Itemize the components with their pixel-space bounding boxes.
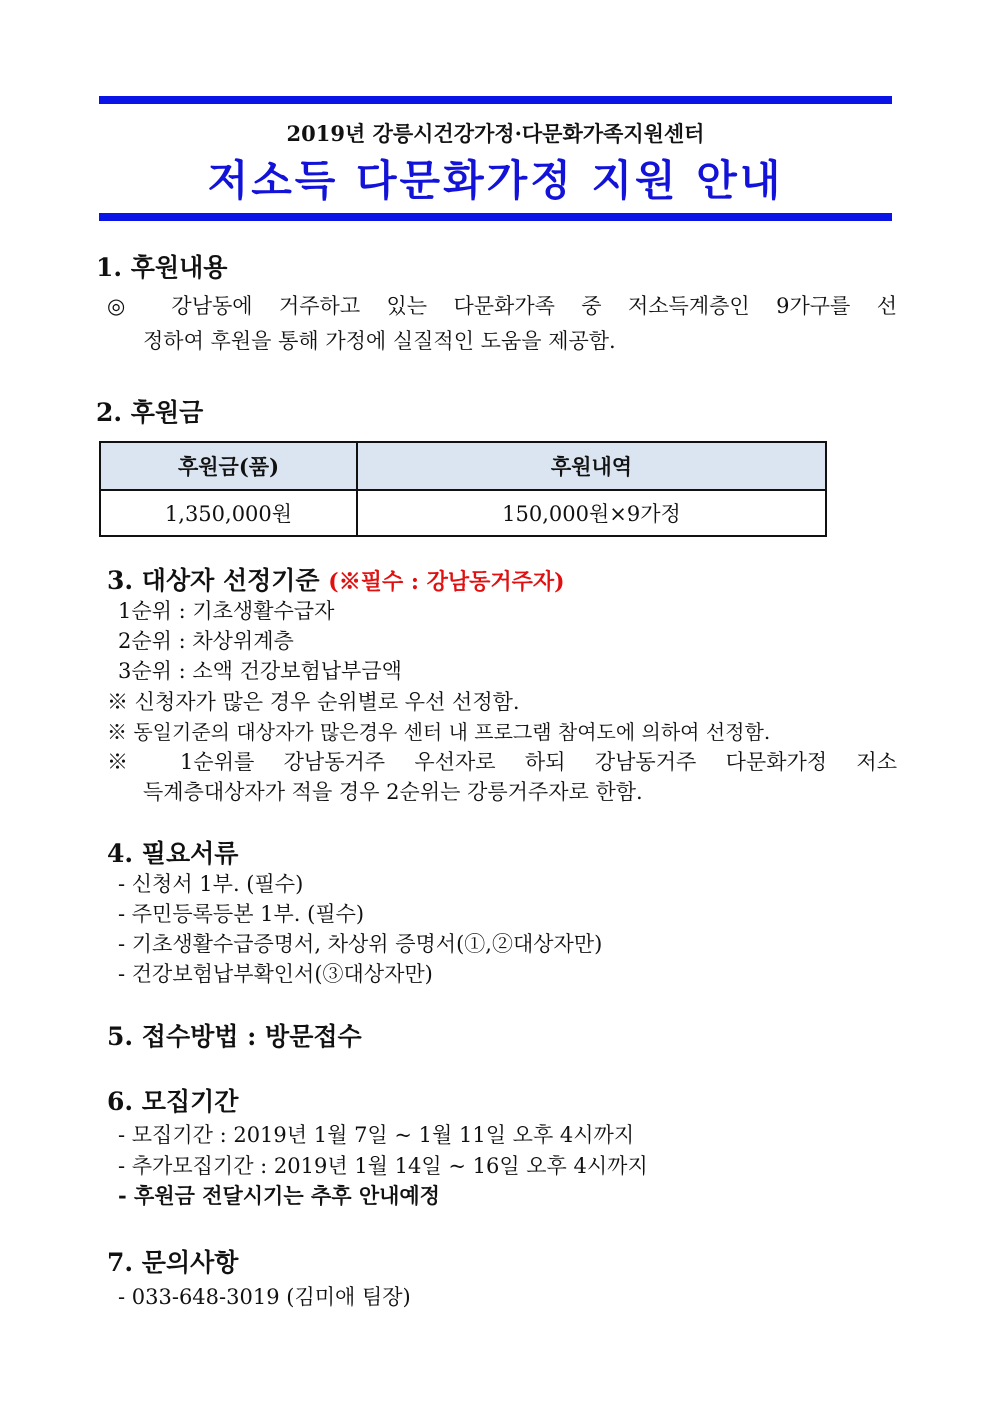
list-item: - 기초생활수급증명서, 차상위 증명서(①,②대상자만) <box>118 932 603 956</box>
section7-heading: 7. 문의사항 <box>107 1248 239 1277</box>
required-note: (※필수 : 강남동거주자) <box>328 569 565 595</box>
section3-note3-line1: ※ 1순위를 강남동거주 우선자로 하되 강남동거주 다문화가정 저소 <box>107 750 897 774</box>
section3-heading-text: 3. 대상자 선정기준 <box>107 566 320 595</box>
section1-heading: 1. 후원내용 <box>96 253 228 282</box>
section5-heading: 5. 접수방법 : 방문접수 <box>107 1022 362 1051</box>
header-bottom-rule <box>99 213 892 221</box>
section3-note3-line2: 득계층대상자가 적을 경우 2순위는 강릉거주자로 한함. <box>143 780 643 804</box>
section1-line1: ◎ 강남동에 거주하고 있는 다문화가족 중 저소득계층인 9가구를 선 <box>107 294 897 318</box>
contact-line: - 033-648-3019 (김미애 팀장) <box>118 1285 411 1309</box>
section2-heading: 2. 후원금 <box>96 398 204 427</box>
section6-heading: 6. 모집기간 <box>107 1087 239 1116</box>
fund-table-header-row <box>100 442 826 490</box>
section4-heading: 4. 필요서류 <box>107 839 239 868</box>
list-item: - 추가모집기간 : 2019년 1월 14일 ~ 16일 오후 4시까지 <box>118 1154 648 1178</box>
fund-table-header-detail: 후원내역 <box>357 442 826 490</box>
section3-heading <box>107 561 565 597</box>
document-title: 저소득 다문화가정 지원 안내 <box>207 156 784 205</box>
fund-table-header-amount: 후원금(품) <box>100 442 357 490</box>
list-item: - 신청서 1부. (필수) <box>118 872 304 896</box>
rank-2: 2순위 : 차상위계층 <box>118 629 294 653</box>
list-item: - 후원금 전달시기는 추후 안내예정 <box>118 1183 440 1208</box>
list-item: - 주민등록등본 1부. (필수) <box>118 902 365 926</box>
fund-table <box>99 441 827 537</box>
section3-note2: ※ 동일기준의 대상자가 많은경우 센터 내 프로그램 참여도에 의하여 선정함. <box>107 720 771 744</box>
table-row <box>100 490 826 536</box>
fund-table-amount: 1,350,000원 <box>100 490 357 536</box>
rank-1: 1순위 : 기초생활수급자 <box>118 599 335 623</box>
fund-table-detail: 150,000원×9가정 <box>357 490 826 536</box>
list-item: - 건강보험납부확인서(③대상자만) <box>118 962 433 986</box>
section1-line2: 정하여 후원을 통해 가정에 실질적인 도움을 제공함. <box>143 329 616 353</box>
rank-3: 3순위 : 소액 건강보험납부금액 <box>118 659 402 683</box>
document-subtitle: 2019년 강릉시건강가정·다문화가족지원센터 <box>286 121 705 146</box>
section3-note1: ※ 신청자가 많은 경우 순위별로 우선 선정함. <box>107 690 520 714</box>
header-top-rule <box>99 96 892 104</box>
list-item: - 모집기간 : 2019년 1월 7일 ~ 1월 11일 오후 4시까지 <box>118 1123 635 1147</box>
